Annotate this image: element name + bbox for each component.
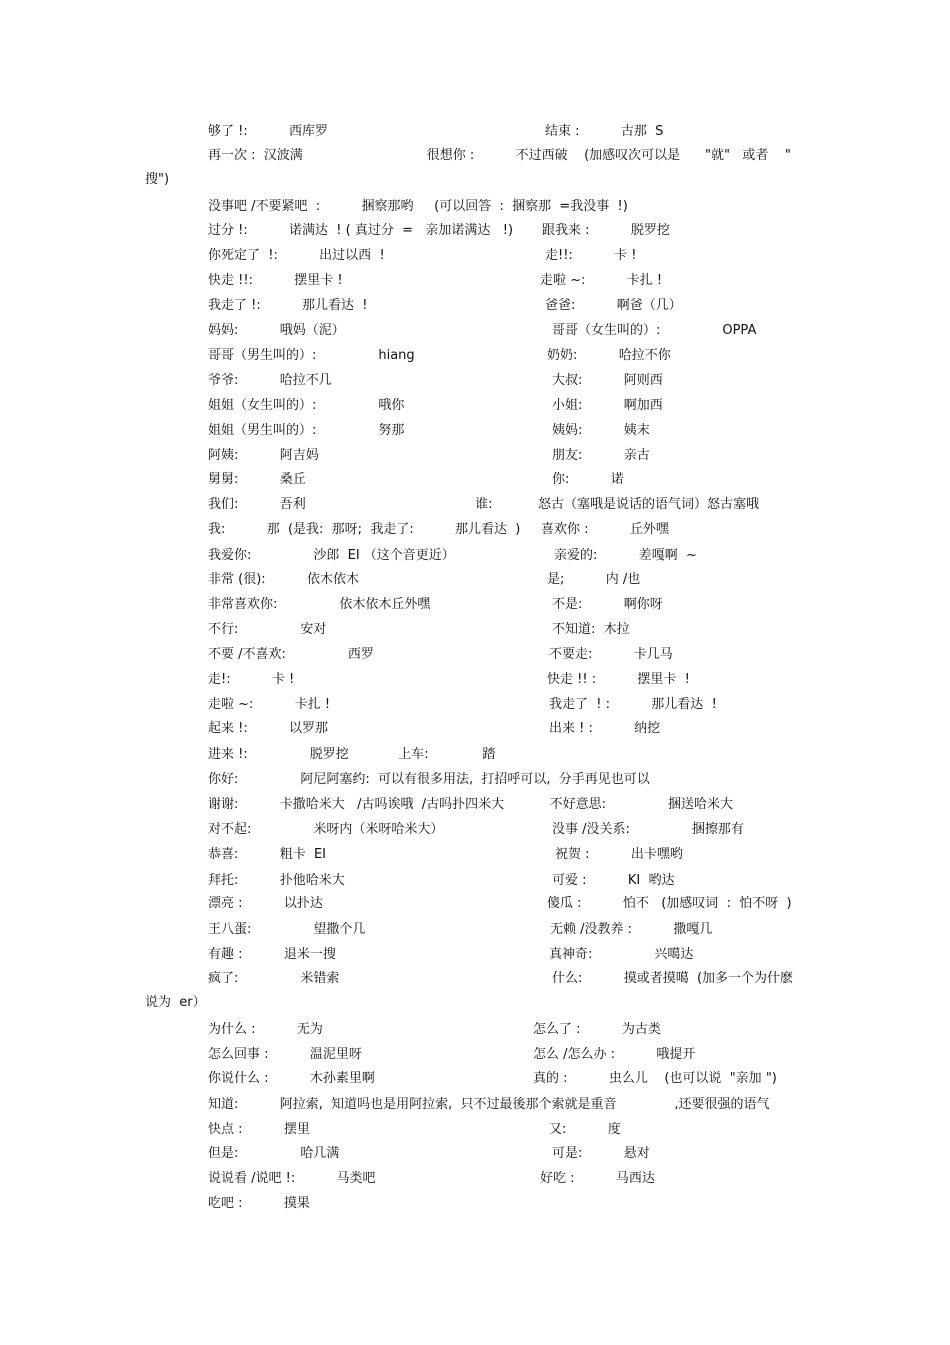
entry-right: 没事 /没关系: 捆擦那有 bbox=[552, 822, 744, 837]
entry-right: 你: 诺 bbox=[552, 472, 624, 487]
entry-continuation: 搜") bbox=[145, 172, 170, 187]
entry-right: 快走 !! : 摆里卡 ! bbox=[547, 672, 690, 687]
entry-left: 姐姐（男生叫的）: 努那 bbox=[208, 423, 405, 438]
entry-right: 是; 内 /也 bbox=[547, 572, 641, 587]
entry-line: 进来 !: 脱罗挖 上车: 踏 bbox=[208, 747, 496, 762]
entry-right: 什么: 摸或者摸噶 (加多一个为什麽 bbox=[552, 971, 794, 986]
entry-left: 恭喜: 粗卡 EI bbox=[208, 847, 327, 862]
entry-left: 起来 !: 以罗那 bbox=[208, 721, 329, 736]
entry-left: 走!: 卡 ! bbox=[208, 672, 295, 687]
entry-right: 小姐: 啊加西 bbox=[552, 398, 663, 413]
entry-left: 走啦 ~: 卡扎 ! bbox=[208, 697, 331, 712]
entry-right: 朋友: 亲古 bbox=[552, 448, 650, 463]
entry-right: 好吃 : 马西达 bbox=[540, 1171, 655, 1186]
entry-left: 不要 /不喜欢: 西罗 bbox=[208, 647, 374, 662]
entry-left: 说说看 /说吧 !: 马类吧 bbox=[208, 1171, 376, 1186]
entry-right: 不知道: 木拉 bbox=[552, 622, 630, 637]
entry-continuation: 说为 er） bbox=[145, 995, 206, 1010]
entry-left: 姐姐（女生叫的）: 哦你 bbox=[208, 398, 405, 413]
entry-line: 知道: 阿拉索, 知道吗也是用阿拉索, 只不过最後那个索就是重音 ,还要很强的语气 bbox=[208, 1097, 770, 1112]
entry-line: 谢谢: 卡撒哈米大 /古吗诶哦 /古吗扑四米大 不好意思: 捆送哈米大 bbox=[208, 797, 733, 812]
entry-right: 走!!: 卡 ! bbox=[545, 248, 637, 263]
entry-left: 漂亮 : 以扑达 bbox=[208, 896, 323, 911]
entry-left: 怎么回事 : 温泥里呀 bbox=[208, 1047, 362, 1062]
entry-right: 真神奇: 兴噶达 bbox=[549, 947, 694, 962]
entry-right: 出来 ! : 纳挖 bbox=[549, 721, 661, 736]
entry-right: 姨妈: 姨末 bbox=[552, 423, 650, 438]
entry-left: 快走 !!: 摆里卡 ! bbox=[208, 273, 343, 288]
entry-right: 可爱 : KI 哟达 bbox=[552, 873, 675, 888]
entry-right: 奶奶: 哈拉不你 bbox=[547, 348, 671, 363]
entry-right: 可是: 悬对 bbox=[552, 1146, 650, 1161]
entry-right: 结束 : 古那 S bbox=[545, 124, 664, 139]
entry-left: 疯了: 米错索 bbox=[208, 971, 340, 986]
entry-left: 阿姨: 阿吉妈 bbox=[208, 448, 319, 463]
entry-left: 我爱你: 沙郎 EI （这个音更近） bbox=[208, 548, 455, 563]
entry-right: 走啦 ~: 卡扎 ! bbox=[540, 273, 663, 288]
entry-left: 快点 : 摆里 bbox=[208, 1122, 310, 1137]
entry-line: 我: 那 (是我: 那呀; 我走了: 那儿看达 ) 喜欢你 : 丘外嘿 bbox=[208, 522, 669, 537]
entry-left: 舅舅: 桑丘 bbox=[208, 472, 306, 487]
entry-left: 拜托: 扑他哈米大 bbox=[208, 873, 345, 888]
entry-right: 祝贺 : 出卡嘿哟 bbox=[555, 847, 683, 862]
entry-left: 为什么 : 无为 bbox=[208, 1022, 323, 1037]
entry-right: 不是: 啊你呀 bbox=[552, 597, 663, 612]
entry-right: 爸爸: 啊爸（几） bbox=[545, 298, 682, 313]
entry-left: 妈妈: 哦妈（泥） bbox=[208, 323, 345, 338]
entry-left: 非常喜欢你: 依木依木丘外嘿 bbox=[208, 597, 431, 612]
entry-right: 大叔: 阿则西 bbox=[552, 373, 663, 388]
entry-left: 你说什么 : 木孙素里啊 bbox=[208, 1071, 375, 1086]
entry-left: 非常 (很): 依木依木 bbox=[208, 572, 359, 587]
entry-right: 又: 度 bbox=[549, 1122, 621, 1137]
entry-right: 无赖 /没教养 : 撒嘎几 bbox=[550, 922, 713, 937]
entry-right: 哥哥（女生叫的）: OPPA bbox=[552, 323, 757, 338]
entry-left: 爷爷: 哈拉不几 bbox=[208, 373, 332, 388]
entry-left: 但是: 哈几满 bbox=[208, 1146, 340, 1161]
entry-line: 没事吧 /不要紧吧 : 捆察那哟 (可以回答 : 捆察那 =我没事 !) bbox=[208, 199, 628, 214]
entry-line: 过分 !: 诺满达 ! ( 真过分 = 亲加诺满达 !) 跟我来 : 脱罗挖 bbox=[208, 223, 670, 238]
entry-line: 你好: 阿尼阿塞约: 可以有很多用法, 打招呼可以, 分手再见也可以 bbox=[208, 772, 650, 787]
entry-left: 王八蛋: 望撒个几 bbox=[208, 922, 366, 937]
entry-right: 不要走: 卡几马 bbox=[549, 647, 673, 662]
entry-right: 亲爱的: 差嘎啊 ~ bbox=[554, 548, 697, 563]
entry-left: 有趣 : 退米一搜 bbox=[208, 947, 336, 962]
entry-line: 吃吧 : 摸果 bbox=[208, 1196, 310, 1211]
entry-right: 怎么 /怎么办 : 哦提开 bbox=[533, 1047, 696, 1062]
entry-left: 不行: 安对 bbox=[208, 622, 327, 637]
entry-line: 我们: 吾利 谁: 怒古（塞哦是说话的语气词）怒古塞哦 bbox=[208, 497, 759, 512]
entry-left: 哥哥（男生叫的）: hiang bbox=[208, 348, 415, 363]
entry-right: 怎么了 : 为古类 bbox=[533, 1022, 661, 1037]
entry-line: 再一次 : 汉波满 很想你 : 不过西破 (加感叹次可以是 "就" 或者 " bbox=[208, 148, 791, 163]
entry-right: 真的 : 虫么儿 (也可以说 "亲加 ") bbox=[533, 1071, 777, 1086]
entry-left: 你死定了 !: 出过以西 ! bbox=[208, 248, 385, 263]
entry-left: 我走了 !: 那儿看达 ! bbox=[208, 298, 368, 313]
entry-right: 傻瓜 : 怕不 (加感叹词 : 怕不呀 ) bbox=[547, 896, 792, 911]
entry-right: 我走了 ! : 那儿看达 ! bbox=[549, 697, 717, 712]
entry-left: 对不起: 米呀内（米呀哈米大） bbox=[208, 822, 444, 837]
entry-left: 够了 !: 西库罗 bbox=[208, 124, 329, 139]
